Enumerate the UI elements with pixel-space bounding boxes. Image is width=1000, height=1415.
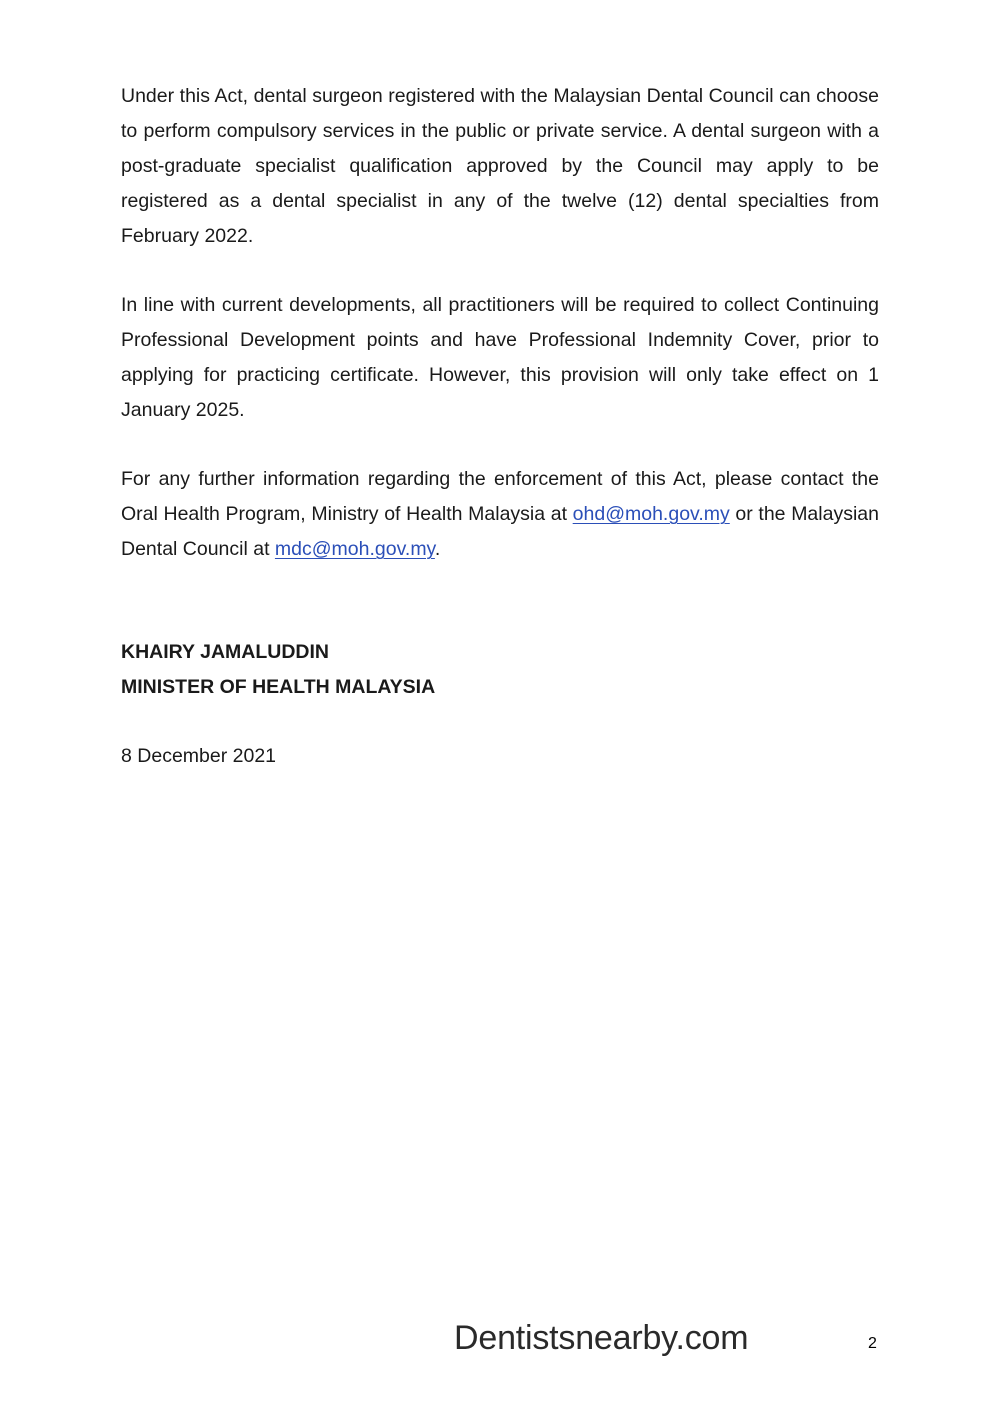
contact-text-part1: For any further information regarding the enforcement of this Act, please contact the Oral Health Program, Ministry of Health Malaysia at bbox=[121, 468, 879, 525]
document-body bbox=[121, 79, 879, 774]
brand-watermark: Dentistsnearby.com bbox=[454, 1319, 749, 1357]
paragraph-contact-info bbox=[121, 462, 879, 567]
paragraph-cpd-requirement: In line with current developments, all practitioners will be required to collect Continuing Professional Development points and have Professional Indemnity Cover, prior to applying for practicing certificate. However, this provision will only take effect on 1 January 2025. bbox=[121, 294, 879, 421]
document-date: 8 December 2021 bbox=[121, 745, 277, 767]
signatory-name: KHAIRY JAMALUDDIN bbox=[121, 641, 330, 663]
mdc-email-link[interactable]: mdc@moh.gov.my bbox=[274, 538, 435, 560]
paragraph-act-registration: Under this Act, dental surgeon registered with the Malaysian Dental Council can choose to perform compulsory services in the public or private service. A dental surgeon with a post-graduate specialist qualification approved by the Council may apply to be registered as a dental specialist in any of the twelve (12) dental specialties from February 2022. bbox=[121, 85, 879, 247]
signature-block bbox=[121, 635, 879, 705]
contact-text-part3: . bbox=[434, 538, 441, 560]
ohd-email-link[interactable]: ohd@moh.gov.my bbox=[572, 503, 730, 525]
contact-text-part2: or the Malaysian Dental Council at bbox=[121, 503, 879, 560]
page-number: 2 bbox=[868, 1335, 877, 1352]
signatory-title: MINISTER OF HEALTH MALAYSIA bbox=[121, 676, 436, 698]
